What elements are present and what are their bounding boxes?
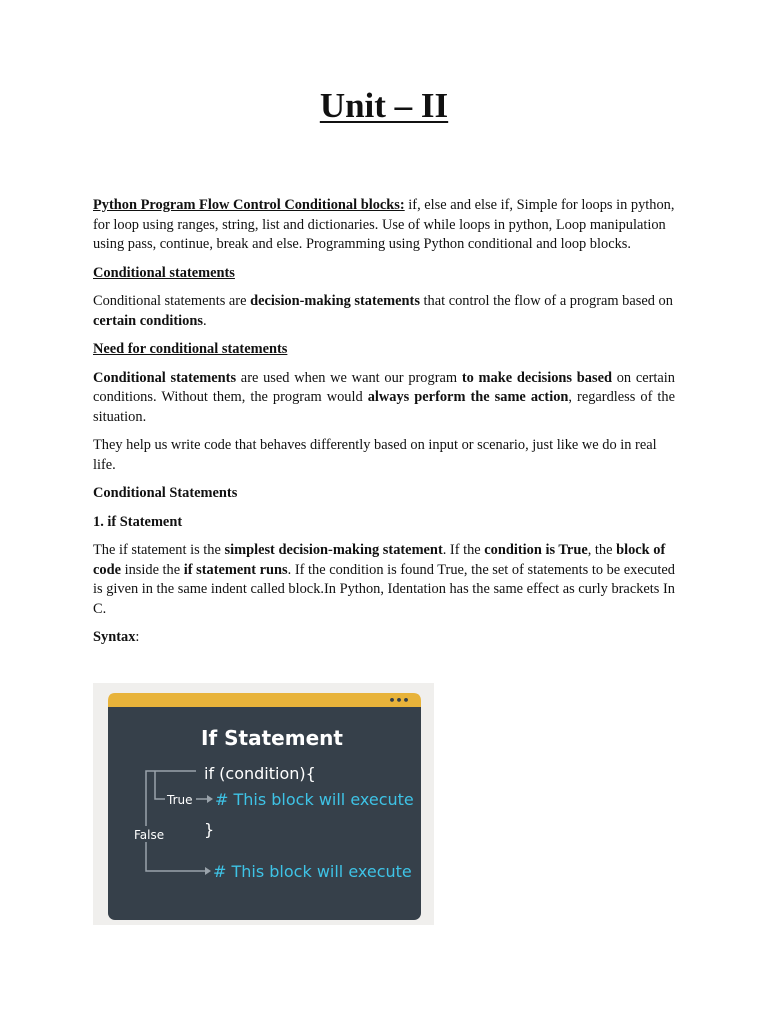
syntax-label	[93, 628, 675, 648]
window-top-bar	[108, 693, 421, 707]
bold-run: Conditional statements	[93, 369, 237, 386]
bold-run: certain conditions	[93, 312, 203, 329]
code-line-after-block: # This block will execute	[213, 862, 412, 881]
section-heading-conditional-statements-list: Conditional Statements	[93, 485, 238, 501]
code-panel-top	[108, 707, 421, 717]
if-statement-diagram-svg	[93, 683, 434, 925]
intro-text: if, else and else if, Simple for loops in python, for loop using ranges, string, list and dictionaries. Use of while loops in python, Loop manipulation using pass, continue, break and else. Programming using Python conditional and loop blocks.	[93, 197, 675, 252]
diagram-title: If Statement	[201, 726, 343, 750]
text-run: The if statement is the	[93, 542, 225, 558]
code-line-true-block: # This block will execute	[215, 790, 414, 809]
bold-run: block of code	[93, 542, 666, 578]
menu-dots-icon: •••	[388, 694, 410, 707]
if-statement-diagram	[93, 683, 434, 925]
section-heading-conditional-statements: Conditional statements	[93, 264, 235, 281]
bold-run: simplest decision-making statement	[224, 542, 443, 558]
bold-run: if statement runs	[183, 561, 288, 578]
text-run: . If the	[442, 542, 485, 558]
text-run: , the	[587, 542, 617, 558]
bold-run: decision-making statements	[250, 293, 420, 309]
intro-paragraph	[93, 196, 675, 255]
need-paragraph	[93, 369, 675, 428]
syntax-label-text: Syntax	[93, 629, 136, 645]
intro-heading: Python Program Flow Control Conditional blocks:	[93, 197, 405, 213]
if-statement-paragraph	[93, 541, 675, 619]
section-heading-need: Need for conditional statements	[93, 341, 288, 357]
text-run: inside the	[120, 561, 184, 578]
code-line-close-brace: }	[204, 820, 215, 839]
text-run: are used when we want our program	[236, 369, 462, 386]
code-line-if-condition: if (condition){	[204, 764, 316, 783]
subheading-if-statement: 1. if Statement	[93, 513, 183, 530]
page-title: Unit – II	[319, 86, 449, 125]
document-body	[93, 196, 675, 657]
bold-run: to make decisions based	[461, 369, 612, 386]
text-run: .	[202, 312, 207, 329]
text-run: that control the flow of a program based on	[419, 293, 673, 309]
text-run: , regardless of the situation.	[93, 389, 675, 425]
text-run: on certain conditions. Without them, the program would	[93, 369, 675, 405]
text-run: Conditional statements are	[93, 293, 251, 309]
false-label: False	[134, 828, 165, 842]
true-label: True	[167, 793, 193, 807]
definition-paragraph	[93, 292, 675, 331]
bold-run: always perform the same action	[367, 389, 569, 405]
text-run: . If the condition is found True, the set of statements to be executed is given in the same indent called block.In Python, Identation has the same effect as curly brackets In C.	[93, 561, 675, 617]
bold-run: condition is True	[484, 542, 588, 558]
real-life-paragraph: They help us write code that behaves differently based on input or scenario, just like we do in real life.	[93, 437, 657, 473]
syntax-colon: :	[135, 629, 140, 645]
